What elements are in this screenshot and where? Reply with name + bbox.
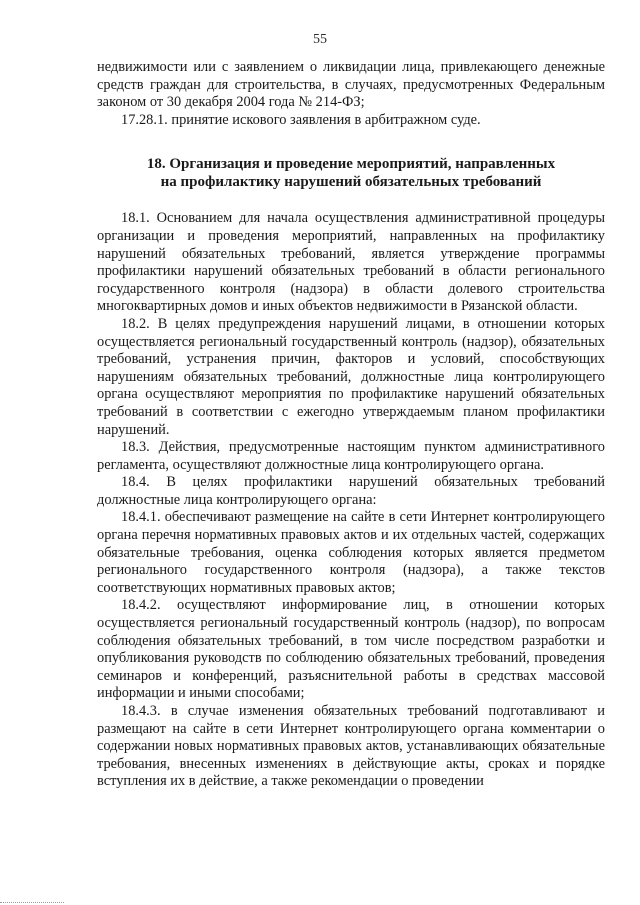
paragraph-18-1: 18.1. Основанием для начала осуществления административной процедуры организации и проведения мероприятий, направленных на профилактику нарушений обязательных требований, является утверждение программы профилактики нарушений обязательных требований в области регионального государственного контроля (надзора) в области долевого строительства многоквартирных домов и иных объектов недвижимости в Рязанской области. — [97, 210, 605, 315]
paragraph-18-4: 18.4. В целях профилактики нарушений обязательных требований должностные лица контролирующего органа: — [97, 474, 605, 508]
paragraph-18-3: 18.3. Действия, предусмотренные настоящим пунктом административного регламента, осуществляют должностные лица контролирующего органа. — [97, 439, 605, 473]
section-heading-line-1: 18. Организация и проведение мероприятий, направленных — [146, 156, 556, 173]
paragraph-continuation: недвижимости или с заявлением о ликвидации лица, привлекающего денежные средств граждан для строительства, в случаях, предусмотренных Федеральным законом от 30 декабря 2004 года № 214-ФЗ; — [97, 59, 605, 111]
section-heading — [97, 155, 605, 191]
paragraph-18-4-2: 18.4.2. осуществляют информирование лиц, в отношении которых осуществляется региональный государственный контроль (надзор), по вопросам соблюдения обязательных требований, в том числе посредством разработки и опубликования руководств по соблюдению обязательных требований, проведения семинаров и конференций, разъяснительной работы в средствах массовой информации и иными способами; — [97, 597, 605, 702]
document-body — [97, 59, 605, 791]
page-number: 55 — [313, 32, 327, 47]
paragraph-18-2: 18.2. В целях предупреждения нарушений лицами, в отношении которых осуществляется региональный государственный контроль (надзор), обязательных требований, устранения причин, факторов и условий, способствующих нарушениям обязательных требований, должностные лица контролирующего органа осуществляют мероприятия по профилактике нарушений обязательных требований в соответствии с ежегодно утверждаемым планом профилактики нарушений. — [97, 315, 605, 438]
paragraph-18-4-1: 18.4.1. обеспечивают размещение на сайте в сети Интернет контролирующего органа перечня нормативных правовых актов и их отдельных частей, содержащих обязательные требования, оценка соблюдения которых является предметом регионального государственного контроля (надзора), а также текстов соответствующих нормативных правовых актов; — [97, 509, 605, 596]
scan-edge-mark — [0, 902, 64, 903]
paragraph-18-4-3: 18.4.3. в случае изменения обязательных требований подготавливают и размещают на сайте в сети Интернет контролирующего органа комментарии о содержании новых нормативных правовых актов, устанавливающих обязательные требования, внесенных изменениях в действующие акты, сроках и порядке вступления их в действие, а также рекомендации о проведении — [97, 703, 605, 790]
section-heading-line-2: на профилактику нарушений обязательных требований — [160, 174, 542, 191]
paragraph-17-28-1: 17.28.1. принятие искового заявления в арбитражном суде. — [121, 111, 481, 128]
